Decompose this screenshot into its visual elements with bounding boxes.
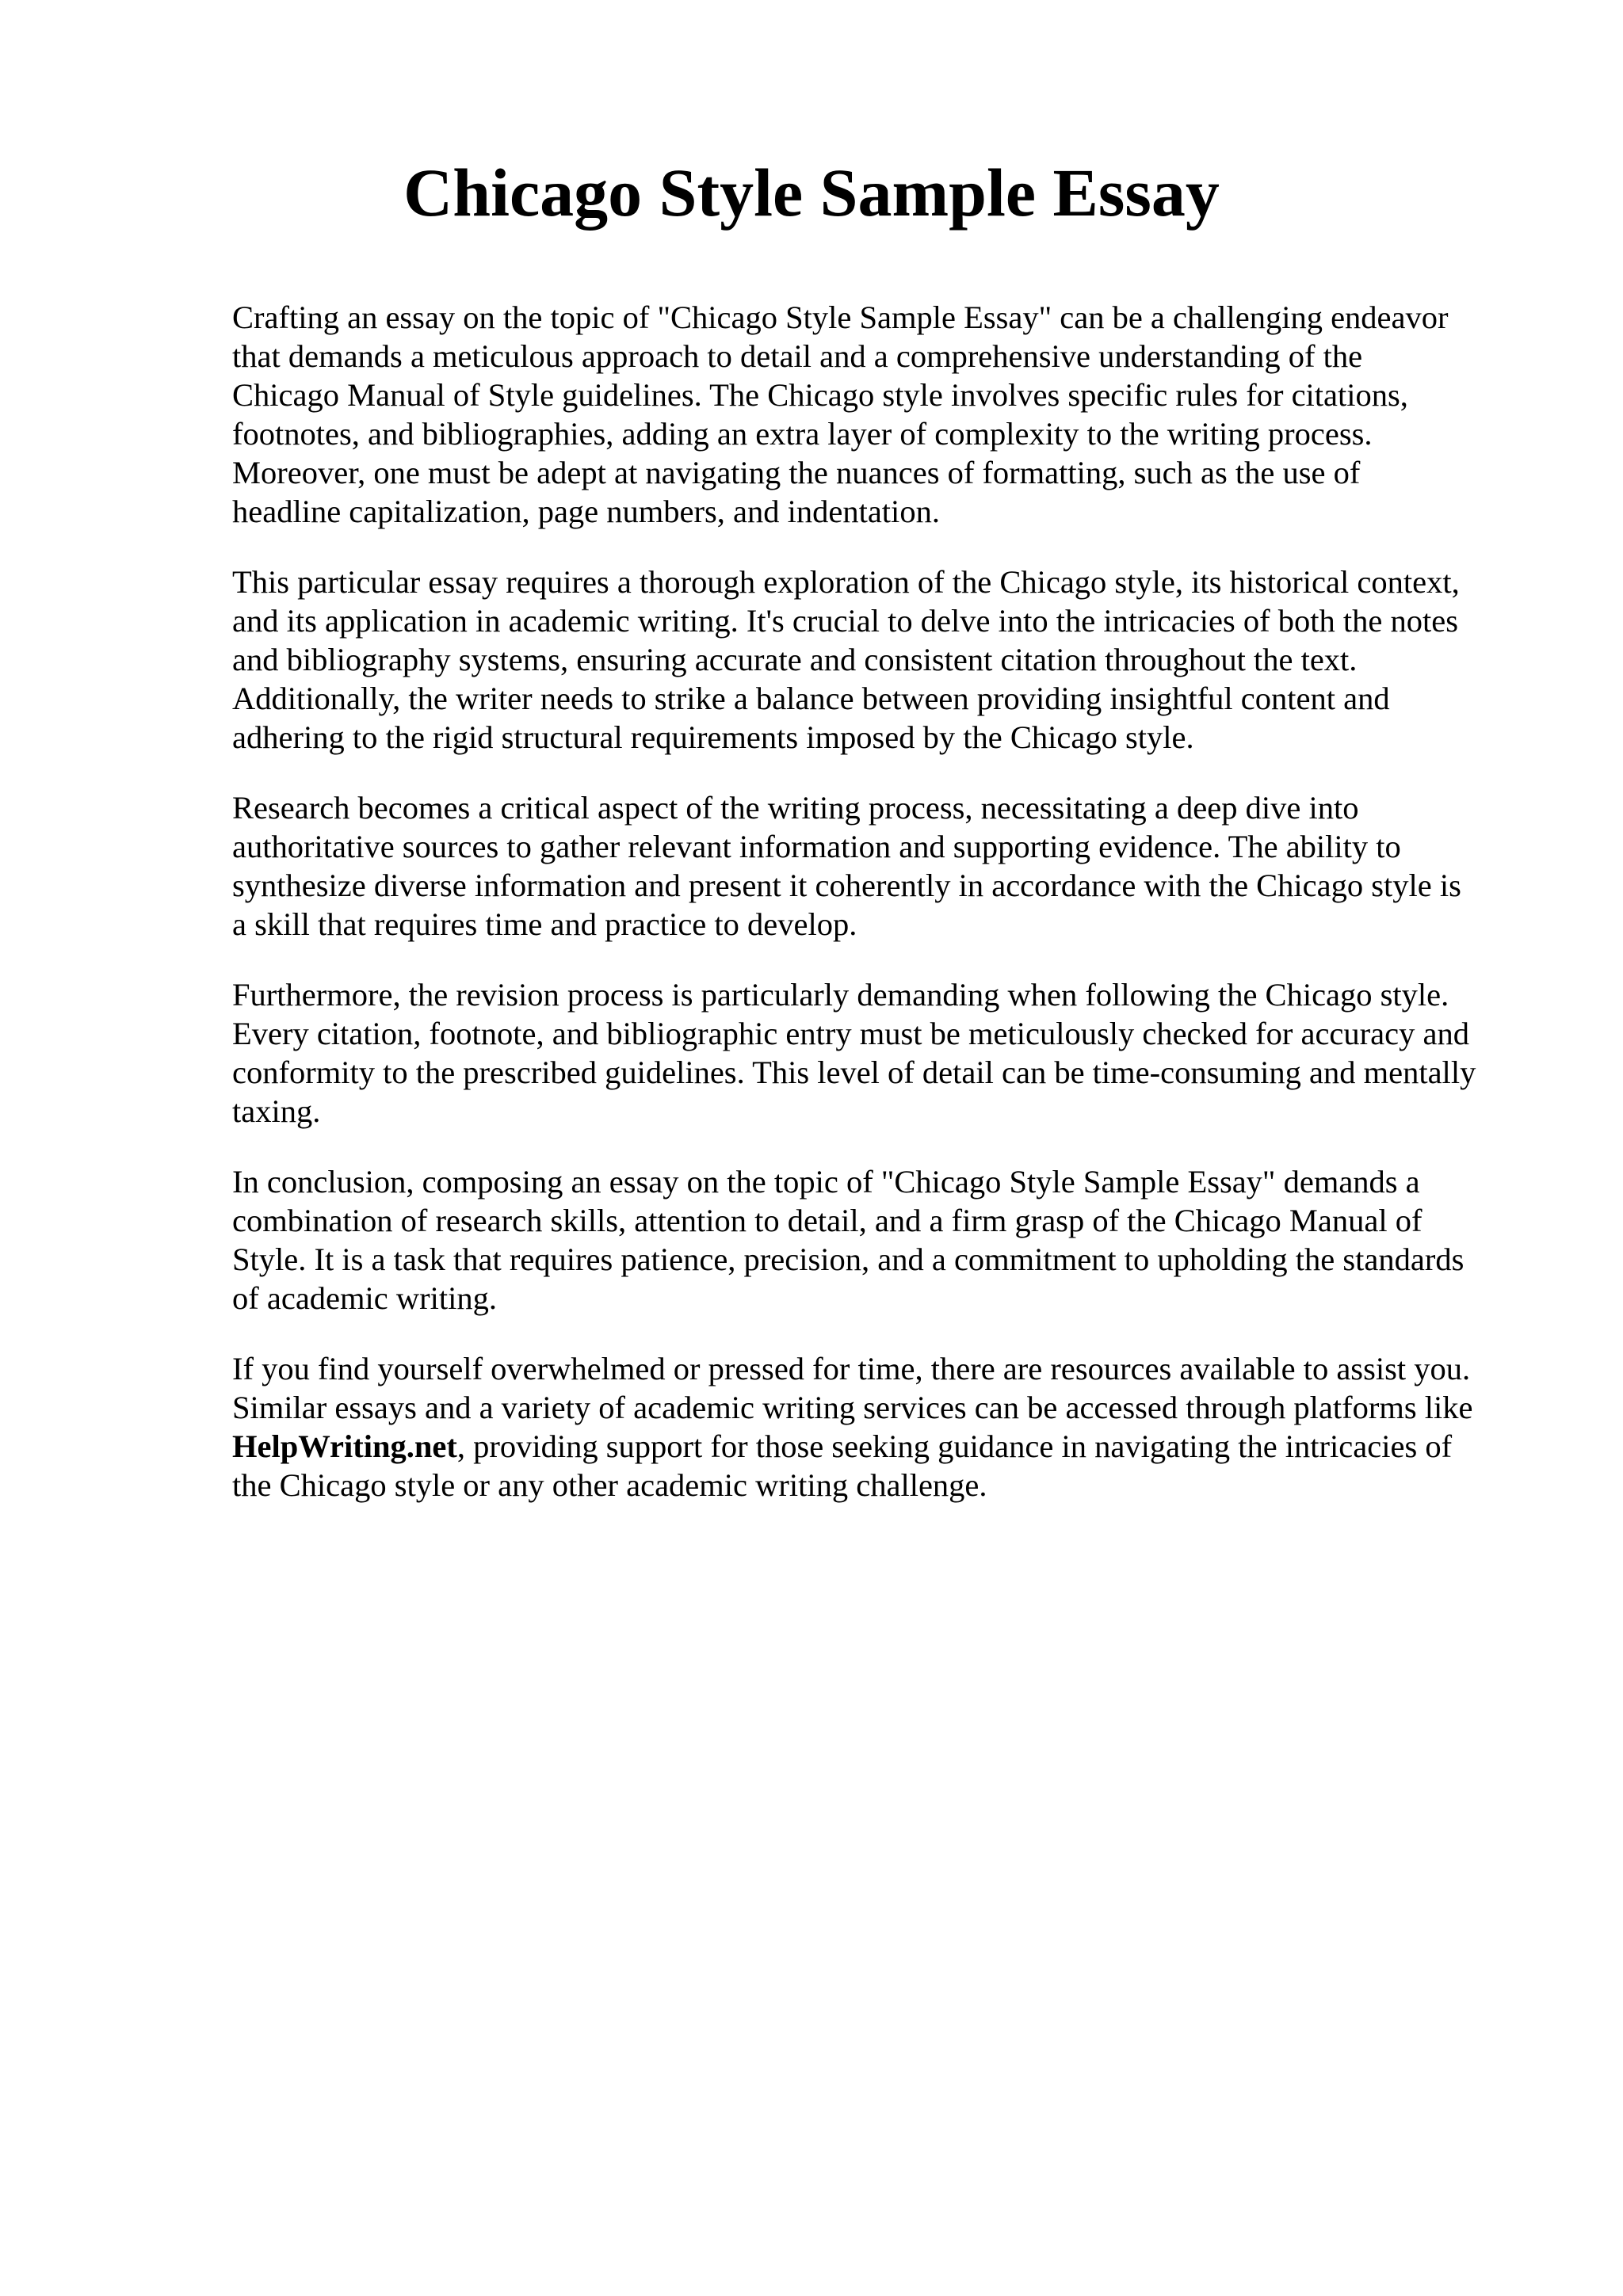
text-line: and its application in academic writing. It's crucial to delve into the intricacies of both the notes: [232, 603, 1458, 639]
text-line: the Chicago style or any other academic writing challenge.: [232, 1467, 987, 1503]
text-line: Chicago Manual of Style guidelines. The Chicago style involves specific rules for citations,: [232, 377, 1408, 413]
essay-body: [232, 298, 1532, 1536]
paragraph-5: [232, 1162, 1532, 1318]
text-line: synthesize diverse information and present it coherently in accordance with the Chicago style is: [232, 868, 1461, 903]
text-line: conformity to the prescribed guidelines. This level of detail can be time-consuming and mentally: [232, 1055, 1476, 1090]
text-line: Furthermore, the revision process is particularly demanding when following the Chicago style.: [232, 977, 1449, 1013]
text-line: Every citation, footnote, and bibliographic entry must be meticulously checked for accuracy and: [232, 1016, 1469, 1051]
text-line: Style. It is a task that requires patience, precision, and a commitment to upholding the standards: [232, 1241, 1465, 1277]
text-line: If you find yourself overwhelmed or pressed for time, there are resources available to assist you.: [232, 1351, 1471, 1386]
text-line: and bibliography systems, ensuring accurate and consistent citation throughout the text.: [232, 642, 1358, 677]
text-line: of academic writing.: [232, 1280, 497, 1316]
text-line: Crafting an essay on the topic of "Chicago Style Sample Essay" can be a challenging endeavor: [232, 299, 1449, 335]
text-fragment: , providing support for those seeking guidance in navigating the intricacies of: [456, 1428, 1453, 1464]
text-line: taxing.: [232, 1093, 321, 1129]
text-line: Similar essays and a variety of academic writing services can be accessed through platforms like: [232, 1390, 1473, 1425]
text-line: combination of research skills, attention to detail, and a firm grasp of the Chicago Manual of: [232, 1203, 1423, 1238]
text-line: that demands a meticulous approach to detail and a comprehensive understanding of the: [232, 338, 1363, 374]
text-line: Research becomes a critical aspect of the writing process, necessitating a deep dive into: [232, 790, 1359, 826]
paragraph-4: [232, 975, 1532, 1131]
text-line: In conclusion, composing an essay on the topic of "Chicago Style Sample Essay" demands a: [232, 1164, 1420, 1199]
text-line: [232, 1427, 1532, 1466]
paragraph-3: [232, 788, 1532, 944]
text-line: footnotes, and bibliographies, adding an extra layer of complexity to the writing process.: [232, 416, 1373, 452]
text-line: a skill that requires time and practice to develop.: [232, 906, 857, 942]
text-line: authoritative sources to gather relevant information and supporting evidence. The ability to: [232, 829, 1401, 864]
text-line: headline capitalization, page numbers, and indentation.: [232, 494, 940, 529]
paragraph-1: [232, 298, 1532, 531]
helpwriting-brand-link[interactable]: HelpWriting.net: [232, 1428, 457, 1464]
page-title: Chicago Style Sample Essay: [403, 154, 1220, 231]
text-line: This particular essay requires a thorough exploration of the Chicago style, its historical context,: [232, 564, 1460, 600]
paragraph-6: [232, 1349, 1532, 1505]
text-line: Moreover, one must be adept at navigating the nuances of formatting, such as the use of: [232, 455, 1361, 490]
text-line: Additionally, the writer needs to strike a balance between providing insightful content and: [232, 681, 1390, 716]
paragraph-2: [232, 563, 1532, 757]
text-line: adhering to the rigid structural requirements imposed by the Chicago style.: [232, 719, 1194, 755]
